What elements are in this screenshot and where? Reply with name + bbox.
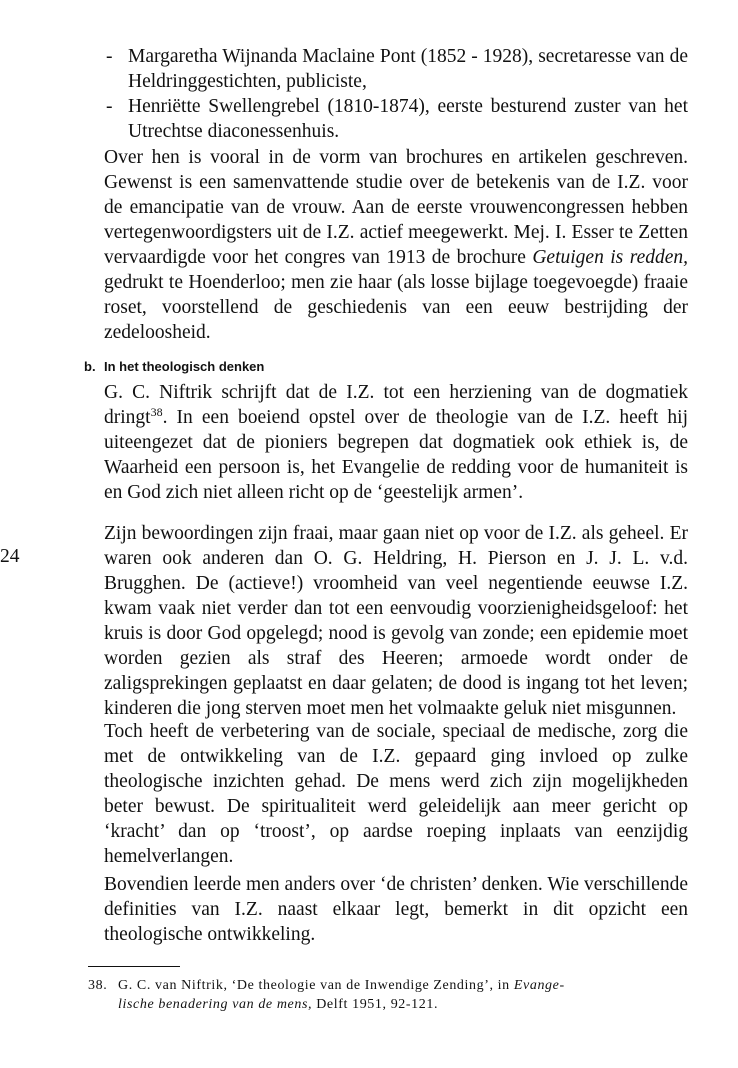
footnote-divider <box>88 966 180 967</box>
paragraph-text: . In een boeiend opstel over de theologie van de I.Z. heeft hij uiteengezet dat de pioniers begrepen dat dogmatiek ook ethiek is, de Waarheid een persoon is, het Evangelie de redding voor de humaniteit is en God zich niet alleen richt op de ‘geestelijk armen’. <box>104 407 688 503</box>
footnote-line <box>88 995 688 1014</box>
footnote-text: G. C. van Niftrik, ‘De theologie van de Inwendige Zending’, in <box>118 978 514 993</box>
paragraph <box>104 380 688 505</box>
bullet-text: Henriëtte Swellengrebel (1810-1874), eerste besturend zuster van het Utrechtse diaconessenhuis. <box>128 96 688 142</box>
section-title: In het theologisch denken <box>104 359 265 374</box>
footnote <box>88 976 688 1014</box>
paragraph-text: G. C. Niftrik schrijft dat de I.Z. tot een herziening van de dogmatiek dringt <box>104 382 688 428</box>
section-letter: b. <box>84 359 96 374</box>
bullet-item <box>104 94 688 144</box>
bullet-dash: - <box>106 46 113 67</box>
paragraph <box>104 145 688 345</box>
bullet-dash: - <box>106 96 113 117</box>
footnote-book-title: lische benadering van de mens, <box>118 997 313 1012</box>
bullet-list <box>104 44 688 144</box>
footnote-book-title: Evange- <box>513 978 565 993</box>
paragraph-text: Over hen is vooral in de vorm van brochures en artikelen geschreven. Gewenst is een samenvattende studie over de betekenis van de I.Z. voor de emancipatie van de vrouw. Aan de eerste vrouwencongressen hebben vertegenwoordigsters uit de I.Z. actief meegewerkt. Mej. I. Esser te Zetten vervaardigde voor het congres van 1913 de brochure <box>104 147 688 268</box>
page-number: 24 <box>0 546 20 567</box>
paragraph: Toch heeft de verbetering van de sociale, speciaal de medische, zorg die met de ontwikkeling van de I.Z. gepaard ging invloed op zulke theologische inzichten gehad. De mens werd zich zijn mogelijkheden beter bewust. De spiritualiteit werd geleidelijk aan meer gericht op ‘kracht’ dan op ‘troost’, op aardse roeping inplaats van eenzijdig hemelverlangen. <box>104 721 688 867</box>
footnote-text: Delft 1951, 92-121. <box>312 997 439 1012</box>
paragraph: Bovendien leerde men anders over ‘de christen’ denken. Wie verschillende definities van I.Z. naast elkaar legt, bemerkt in dit opzicht een theologische ontwikkeling. <box>104 874 688 945</box>
paragraph: Zijn bewoordingen zijn fraai, maar gaan niet op voor de I.Z. als geheel. Er waren ook anderen dan O. G. Heldring, H. Pierson en J. J. L. v.d. Brugghen. De (actieve!) vroomheid van veel negentiende eeuwse I.Z. kwam vaak niet verder dan tot een eenvoudig voorzienigheidsgeloof: het kruis is door God opgelegd; nood is gevolg van zonde; een epidemie moet worden gezien als straf des Heeren; armoede wordt onder de zaligsprekingen geplaatst en daar gelaten; de dood is ingang tot het leven; kinderen die jong sterven moet men het volmaakte geluk niet misgunnen. <box>104 523 688 719</box>
bullet-item <box>104 44 688 94</box>
section-heading <box>84 358 264 376</box>
footnote-line <box>88 976 688 995</box>
footnote-reference[interactable]: 38 <box>150 405 163 419</box>
bullet-text: Margaretha Wijnanda Maclaine Pont (1852 - 1928), secretaresse van de Heldringgestichten, publiciste, <box>128 46 688 92</box>
footnote-number: 38. <box>88 978 108 993</box>
brochure-title: Getuigen is redden, <box>532 247 688 268</box>
paragraph-text: gedrukt te Hoenderloo; men zie haar (als losse bijlage toegevoegde) fraaie roset, voorstellend de geschiedenis van een eeuw bestrijding der zedeloosheid. <box>104 272 688 343</box>
